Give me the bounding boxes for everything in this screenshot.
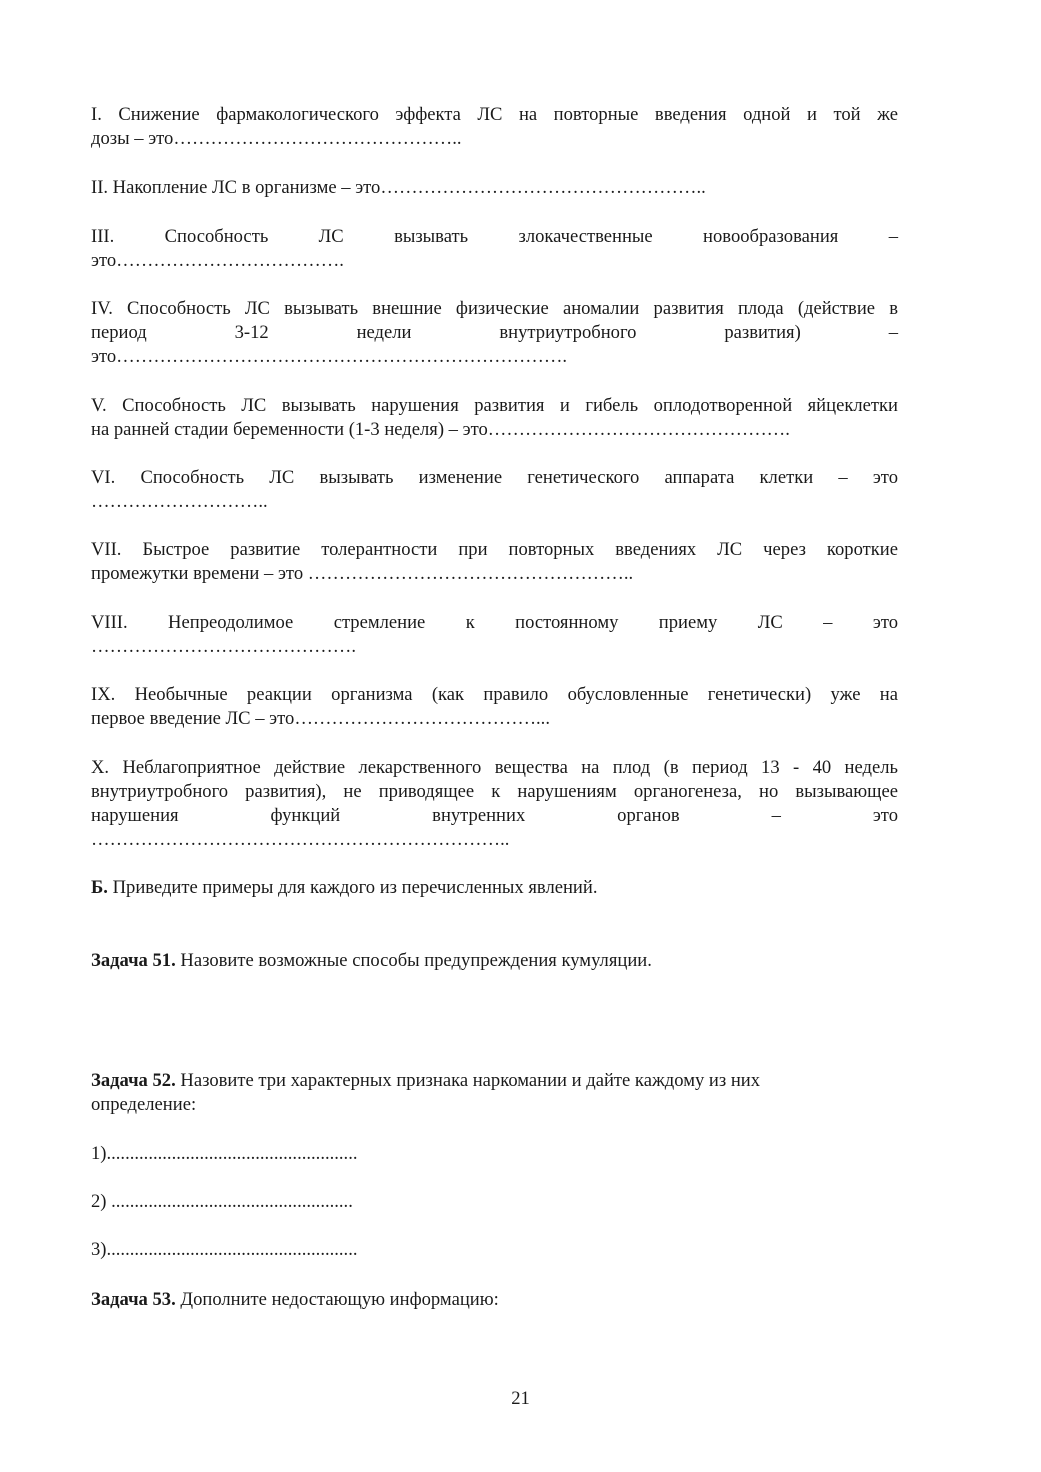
task-53-label: Задача 53. [91,1289,176,1310]
task-51-label: Задача 51. [91,950,176,971]
item-2 [91,176,898,200]
task-51-text: Назовите возможные способы предупреждения кумуляции. [175,950,652,971]
task-52-answer-2 [91,1190,898,1214]
task-51 [91,949,898,973]
item-10-line-4: ………………………………………………………….. [91,829,510,850]
item-8 [91,611,898,659]
task-53 [91,1288,898,1312]
task-52-answer-1-text: 1)...................................................... [91,1143,358,1164]
section-b-text: Приведите примеры для каждого из перечисленных явлений. [107,877,598,898]
section-b [91,876,898,900]
item-1 [91,103,898,151]
item-4 [91,297,898,369]
task-51-line [91,949,898,973]
task-52-answer-3 [91,1238,898,1262]
item-3-line-1: III. Способность ЛС вызывать злокачественные новообразования – [91,226,898,247]
item-9-line-2: первое введение ЛС – это…………………………………... [91,708,550,729]
task-53-line [91,1288,898,1312]
task-52 [91,1069,898,1117]
item-10 [91,756,898,852]
item-3 [91,225,898,273]
section-b-line [91,876,898,900]
item-4-line-3: это………………………………………………………………. [91,346,568,367]
item-6-line-1: VI. Способность ЛС вызывать изменение генетического аппарата клетки – это [91,467,898,488]
item-8-line-2: ……………………………………. [91,636,356,657]
item-1-line-1: I. Снижение фармакологического эффекта ЛС на повторные введения одной и той же [91,104,898,125]
item-1-line-2: дозы – это……………………………………….. [91,128,462,149]
item-10-line-1: X. Неблагоприятное действие лекарственного вещества на плод (в период 13 - 40 недель [91,757,898,778]
task-52-answer-1 [91,1142,898,1166]
task-52-line-1 [91,1069,898,1093]
item-10-line-3: нарушения функций внутренних органов – это [91,805,898,826]
item-2-line-1: II. Накопление ЛС в организме – это…………………………………………….. [91,177,706,198]
item-7-line-1: VII. Быстрое развитие толерантности при повторных введениях ЛС через короткие [91,539,898,560]
task-53-text: Дополните недостающую информацию: [175,1289,499,1310]
task-52-label: Задача 52. [91,1070,176,1091]
item-3-line-2: это………………………………. [91,250,344,271]
item-6 [91,466,898,514]
task-52-answer-3-text: 3)...................................................... [91,1239,358,1260]
item-5-line-2: на ранней стадии беременности (1-3 неделя) – это…………………………………………. [91,419,790,440]
task-52-answer-2-text: 2) .................................................... [91,1191,353,1212]
page-number: 21 [511,1388,530,1409]
item-8-line-1: VIII. Непреодолимое стремление к постоянному приему ЛС – это [91,612,898,633]
item-9-line-1: IX. Необычные реакции организма (как правило обусловленные генетически) уже на [91,684,898,705]
task-52-line-2: определение: [91,1094,197,1115]
item-6-line-2: ……………………….. [91,491,268,512]
item-5-line-1: V. Способность ЛС вызывать нарушения развития и гибель оплодотворенной яйцеклетки [91,395,898,416]
item-7-line-2: промежутки времени – это …………………………………………….. [91,563,634,584]
item-10-line-2: внутриутробного развития), не приводящее к нарушениям органогенеза, но вызывающее [91,781,898,802]
item-5 [91,394,898,442]
item-9 [91,683,898,731]
item-7 [91,538,898,586]
task-52-text: Назовите три характерных признака наркомании и дайте каждому из них [175,1070,761,1091]
item-4-line-2: период 3-12 недели внутриутробного развития) – [91,322,898,343]
section-b-label: Б. [91,877,108,898]
item-4-line-1: IV. Способность ЛС вызывать внешние физические аномалии развития плода (действие в [91,298,898,319]
